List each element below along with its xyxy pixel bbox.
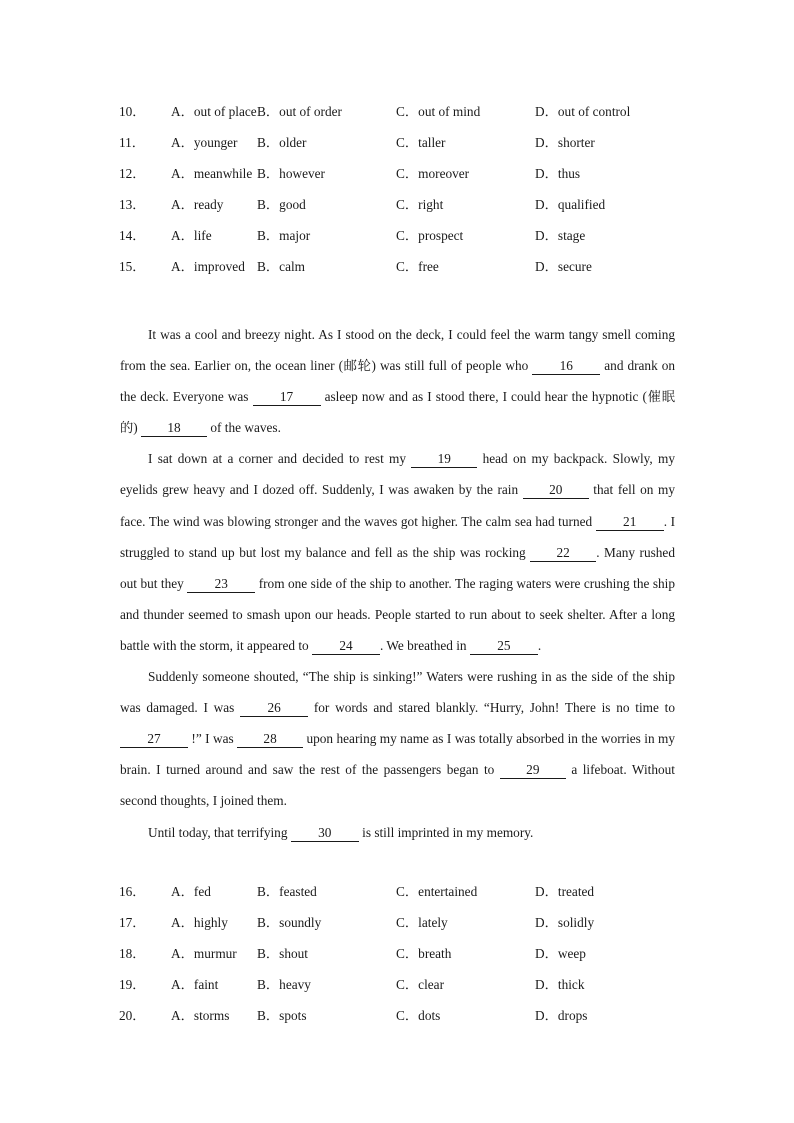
passage-paragraph-2 [120,443,675,661]
passage-text: is still imprinted in my memory. [358,824,534,840]
blank-30: 30 [291,825,359,842]
passage-text: asleep now and as I stood there, I could hear the hypnotic (催眠的) [120,389,676,436]
option-b: B．heavy [257,977,311,993]
passage-text: . I struggled to stand up but lost my balance and fell as the ship was rocking [120,513,676,560]
question-number: 14． [119,228,146,244]
question-17-options [119,913,679,944]
options-list-bottom [119,882,679,1037]
option-a: A．ready [171,197,224,213]
question-12-options [119,164,679,195]
question-number: 11． [119,135,146,151]
option-d: D．treated [535,884,595,899]
passage-text: !” I was [188,731,238,747]
option-c: C．dots [396,1008,441,1024]
option-d: D．solidly [535,915,595,931]
option-b: B．older [257,135,307,151]
option-c: C．clear [396,977,444,993]
blank-27: 27 [120,731,188,748]
option-c: C．moreover [396,166,470,182]
option-d: D．stage [535,228,586,244]
option-b: B．soundly [257,915,322,931]
passage-text: for words and stared blankly. “Hurry, John! There is no time to [308,700,675,716]
passage-text: Until today, that terrifying [148,824,291,840]
question-16-options [119,882,679,913]
passage-text: head on my backpack. Slowly, my eyelids grew heavy and I dozed off. Suddenly, I was awaken by the rain [120,451,676,498]
passage-text: a lifeboat. Without second thoughts, I joined them. [120,762,675,809]
passage-text: . Many rushed out but they [120,544,675,591]
blank-18: 18 [141,420,207,437]
option-a: A．life [171,228,212,244]
question-20-options [119,1006,679,1037]
passage-text: upon hearing my name as I was totally absorbed in the worries in my brain. I turned around and saw the rest of the passengers began to [120,731,676,778]
question-number: 10． [119,104,146,119]
blank-20: 20 [523,482,589,499]
blank-28: 28 [237,731,303,748]
blank-17: 17 [253,389,321,406]
option-c: C．taller [396,135,446,151]
option-d: D．thus [535,166,581,182]
option-a: A．meanwhile [171,166,253,182]
option-a: A．storms [171,1008,230,1024]
option-d: D．drops [535,1008,588,1024]
passage-text: It was a cool and breezy night. As I stood on the deck, I could feel the warm tangy smell coming from the sea. Earlier on, the ocean liner (邮轮) was still full of people who [120,327,675,374]
passage-text: . We breathed in [380,637,470,653]
passage-text: Suddenly someone shouted, “The ship is sinking!” Waters were rushing in as the side of the ship was damaged. I was [120,669,675,716]
option-c: C．free [396,259,439,275]
passage-paragraph-1 [120,319,675,443]
option-d: D．weep [535,946,586,962]
option-b: B．spots [257,1008,307,1024]
option-c: C．lately [396,915,448,931]
option-a: A．improved [171,259,245,275]
option-b: B．however [257,166,325,182]
question-number: 18． [119,946,146,962]
blank-16: 16 [532,358,600,375]
question-number: 12． [119,166,146,182]
option-c: C．prospect [396,228,464,244]
blank-25: 25 [470,638,538,655]
option-b: B．out of order [257,104,342,119]
option-d: D．thick [535,977,585,993]
option-c: C．entertained [396,884,478,899]
cloze-passage [120,319,675,848]
option-d: D．qualified [535,197,606,213]
blank-21: 21 [596,514,664,531]
option-d: D．shorter [535,135,595,151]
passage-paragraph-3 [120,661,675,816]
option-b: B．shout [257,946,308,962]
option-a: A．younger [171,135,238,151]
option-c: C．out of mind [396,104,481,119]
passage-text: from one side of the ship to another. The raging waters were crushing the ship and thunder seemed to smash upon our heads. People started to run about to seek shelter. After a long battle with the storm, it appeared to [120,575,675,653]
option-b: B．feasted [257,884,317,899]
blank-23: 23 [187,576,255,593]
passage-text: . [537,637,542,653]
blank-24: 24 [312,638,380,655]
question-19-options [119,975,679,1006]
question-18-options [119,944,679,975]
option-a: A．murmur [171,946,237,962]
option-b: B．major [257,228,311,244]
passage-text: that fell on my face. The wind was blowing stronger and the waves got higher. The calm sea had turned [120,482,675,529]
question-10-options [119,102,679,133]
question-11-options [119,133,679,164]
option-a: A．out of place [171,104,257,119]
passage-text: I sat down at a corner and decided to rest my [148,451,412,467]
option-a: A．faint [171,977,219,993]
question-number: 15． [119,259,146,275]
option-b: B．good [257,197,306,213]
option-a: A．highly [171,915,228,931]
passage-text: of the waves. [207,420,281,436]
question-13-options [119,195,679,226]
question-number: 13． [119,197,146,213]
option-a: A．fed [171,884,211,899]
question-14-options [119,226,679,257]
passage-text: and drank on the deck. Everyone was [120,358,675,405]
blank-19: 19 [411,451,477,468]
question-number: 19． [119,977,146,993]
option-d: D．secure [535,259,592,275]
option-b: B．calm [257,259,306,275]
question-number: 17． [119,915,146,931]
question-15-options [119,257,679,288]
option-c: C．right [396,197,444,213]
question-number: 20． [119,1008,146,1024]
question-number: 16． [119,884,146,899]
blank-26: 26 [240,700,308,717]
passage-paragraph-4 [120,817,675,848]
option-d: D．out of control [535,104,631,119]
blank-29: 29 [500,762,566,779]
blank-22: 22 [530,545,596,562]
options-list-top [119,102,679,289]
option-c: C．breath [396,946,452,962]
